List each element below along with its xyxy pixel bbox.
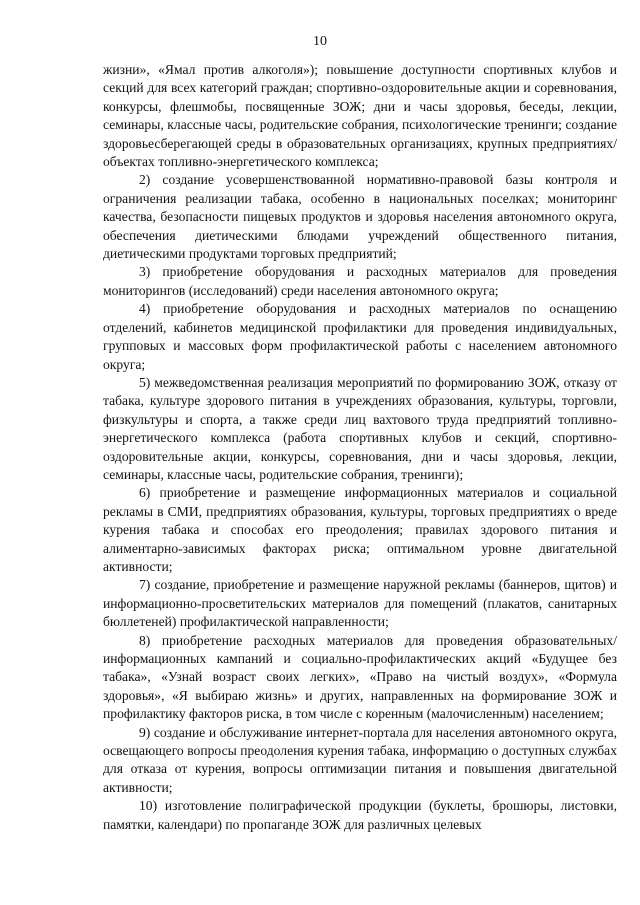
page-number: 10 [313, 34, 327, 49]
paragraph-item-10: 10) изготовление полиграфической продукции (буклеты, брошюры, листовки, памятки, календари) по пропаганде ЗОЖ для различных целевых [103, 798, 617, 832]
paragraph-item-2: 2) создание усовершенствованной нормативно-правовой базы контроля и ограничения реализации табака, особенно в национальных поселках; мониторинг качества, безопасности пищевых продуктов и здоровья населения автономного округа, обеспечения диетическими блюдами учреждений общественного питания, диетическими продуктами торговых предприятий; [103, 172, 617, 262]
paragraph-continuation: жизни», «Ямал против алкоголя»); повышение доступности спортивных клубов и секций для всех категорий граждан; спортивно-оздоровительные акции и соревнования, конкурсы, флешмобы, посвященные ЗОЖ; дни и часы здоровья, беседы, лекции, семинары, классные часы, родительские собрания, психологические тренинги; создание здоровьесберегающей среды в образовательных организациях, крупных предприятиях/объектах топливно-энергетического комплекса; [103, 62, 617, 170]
paragraph-item-6: 6) приобретение и размещение информационных материалов и социальной рекламы в СМИ, предприятиях образования, культуры, торговых предприятиях о вреде курения табака и способах его преодоления; правилах здорового питания и алиментарно-зависимых факторах риска; оптимальном уровне двигательной активности; [103, 485, 617, 574]
paragraph-item-7: 7) создание, приобретение и размещение наружной рекламы (баннеров, щитов) и информационно-просветительских материалов для помещений (плакатов, санитарных бюллетеней) профилактической направленности; [103, 577, 617, 630]
paragraph-item-9: 9) создание и обслуживание интернет-портала для населения автономного округа, освещающего вопросы преодоления курения табака, информацию о доступных службах для отказа от курения, вопросы оптимизации питания и повышения двигательной активности; [103, 724, 617, 795]
paragraph-item-8: 8) приобретение расходных материалов для проведения образовательных/информационных кампаний и социально-профилактических акций «Будущее без табака», «Узнай возраст своих легких», «Право на чистый воздух», «Формула здоровья», «Я выбираю жизнь» и других, направленных на формирование ЗОЖ и профилактику факторов риска, в том числе с коренным (малочисленным) населением; [103, 632, 617, 722]
document-body [103, 61, 617, 834]
paragraph-item-5: 5) межведомственная реализация мероприятий по формированию ЗОЖ, отказу от табака, культуре здорового питания в учреждениях образования, культуры, торговли, физкультуры и спорта, а также среди лиц вахтового труда предприятий топливно-энергетического комплекса (работа спортивных клубов и секций, спортивно-оздоровительные акции, конкурсы, соревнования, дни и часы здоровья, лекции, семинары, классные часы, родительские собрания, тренинги); [103, 374, 617, 482]
paragraph-item-4: 4) приобретение оборудования и расходных материалов по оснащению отделений, кабинетов медицинской профилактики для проведения индивидуальных, групповых и массовых форм профилактической работы с населением автономного округа; [103, 301, 617, 372]
paragraph-item-3: 3) приобретение оборудования и расходных материалов для проведения мониторингов (исследований) среди населения автономного округа; [103, 264, 617, 298]
